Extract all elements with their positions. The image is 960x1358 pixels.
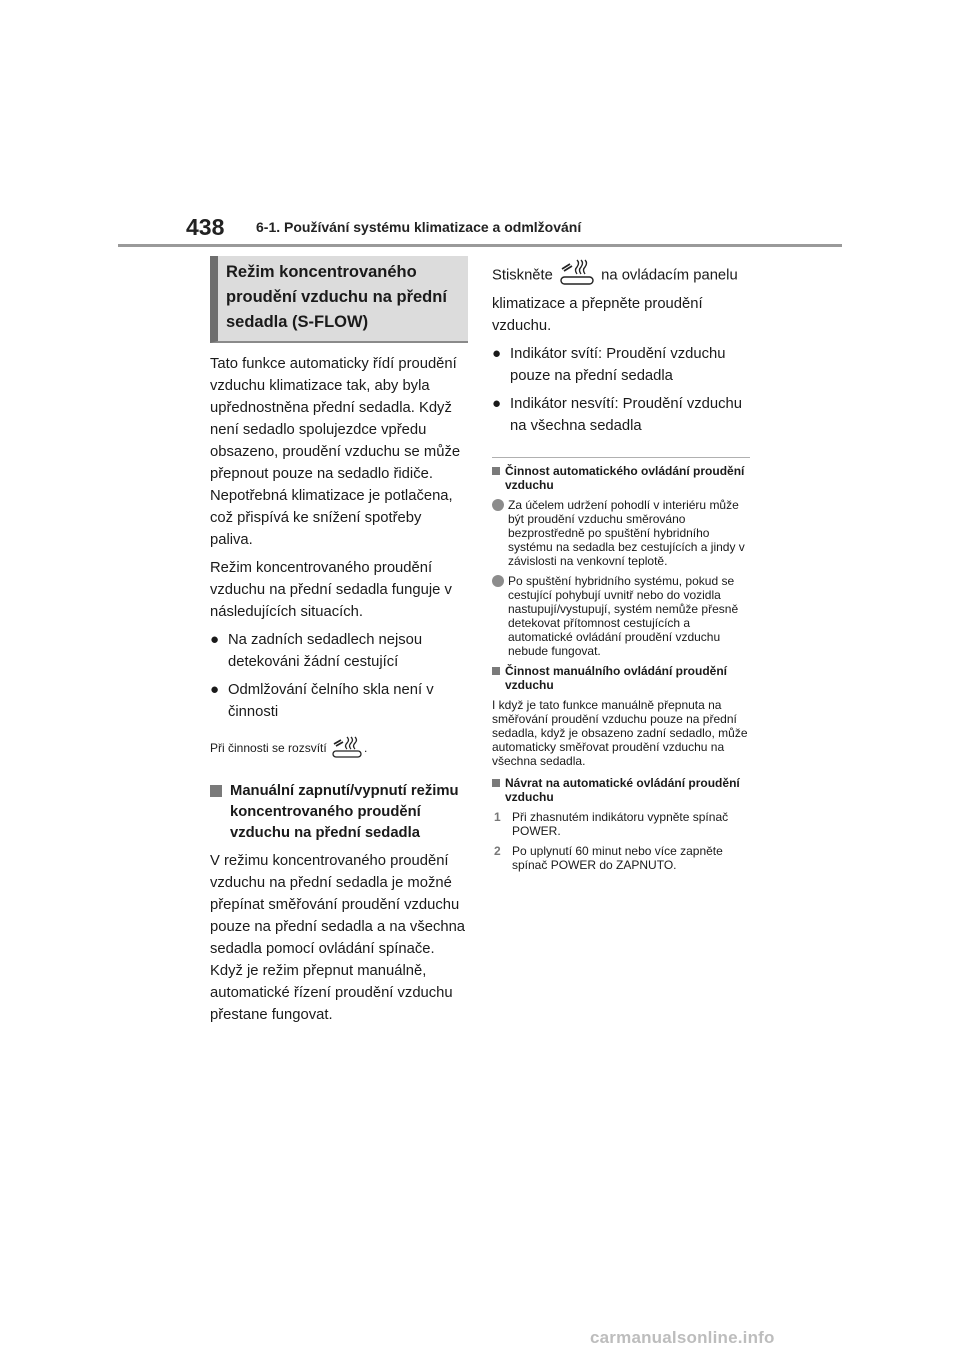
manual-notes-heading-text: Činnost manuálního ovládání proudění vzduchu [505,664,728,692]
chapter-title: 6-1. Používání systému klimatizace a odmlžování [256,219,582,235]
manual-paragraph: V režimu koncentrovaného proudění vzduchu na přední sedadla je možné přepínat směřování proudění vzduchu pouze na přední sedadla a na všechna sedadla pomocí ovládání spínače. Když je režim přepnut manuálně, automatické řízení proudění vzduchu přestane fungovat. [210,853,466,1023]
bullet-icon: ● [492,345,502,362]
icon-note-text: Při činnosti se rozsvítí [210,741,327,756]
step-text: Při zhasnutém indikátoru vypněte spínač POWER. [512,810,729,838]
press-instruction [492,258,752,337]
s-flow-button-icon [557,258,597,293]
mode-paragraph: Režim koncentrovaného proudění vzduchu na přední sedadla funguje v následujících situacích. [210,560,452,620]
indicator-text: Indikátor svítí: Proudění vzduchu pouze na přední sedadla [510,346,726,384]
auto-heading-text: Činnost automatického ovládání proudění vzduchu [505,464,745,492]
circle-bullet-icon [492,575,504,587]
manual-subheading [210,781,470,844]
page-number: 438 [186,214,225,240]
return-heading-text: Návrat na automatické ovládání proudění vzduchu [505,776,740,804]
circle-bullet-icon [492,499,504,511]
intro-paragraph: Tato funkce automaticky řídí proudění vzduchu klimatizace tak, aby byla upřednostněna přední sedadla. Když není sedadlo spolujezdce vpředu obsazeno, proudění vzduchu se může přepnout pouze na sedadlo řidiče. Nepotřebná klimatizace je potlačena, což přispívá ke snížení spotřeby paliva. [210,356,461,548]
condition-item [210,629,470,673]
auto-note-text: Za účelem udržení pohodlí v interiéru může být proudění vzduchu směrováno bezprostředně po spuštění hybridního systému na sedadla bez cestujících a jindy v závislosti na venkovní teplotě. [508,498,745,568]
auto-note-item [492,498,752,568]
square-marker-icon [492,779,500,787]
header-divider [118,244,842,247]
section-title-box [210,256,468,343]
condition-text: Na zadních sedadlech nejsou detekováni žádní cestující [228,632,423,670]
indicator-item [492,343,752,387]
step-number: 1 [494,810,501,824]
auto-heading [492,464,752,492]
bullet-icon: ● [210,631,220,648]
step-number: 2 [494,844,501,858]
square-marker-icon [210,785,222,797]
press-prefix: Stiskněte [492,267,553,284]
icon-note [210,735,470,763]
watermark: carmanualsonline.info [590,1328,775,1347]
return-heading [492,776,752,804]
bullet-icon: ● [210,681,220,698]
auto-note-item [492,574,752,658]
indicator-item [492,393,752,437]
manual-heading-text: Manuální zapnutí/vypnutí režimu koncentrovaného proudění vzduchu na přední sedadla [230,783,459,841]
square-marker-icon [492,667,500,675]
left-column [210,256,470,1026]
auto-note-text: Po spuštění hybridního systému, pokud se cestující pohybují uvnitř nebo do vozidla nastupují/vystupují, systém nemůže přesně detekovat přítomnost cestujících a automatické ovládání proudění vzduchu nebude fungovat. [508,574,739,658]
press-suffix: na ovládacím panelu klimatizace a přepněte proudění vzduchu. [492,267,738,334]
bullet-icon: ● [492,395,502,412]
return-step [492,844,752,872]
notes-divider [492,457,750,458]
s-flow-icon [330,735,364,763]
section-title: Režim koncentrovaného proudění vzduchu na přední sedadla (S-FLOW) [226,263,447,331]
return-step [492,810,752,838]
condition-item [210,679,470,723]
indicator-text: Indikátor nesvítí: Proudění vzduchu na všechna sedadla [510,396,742,434]
manual-notes-heading [492,664,752,692]
right-column [492,258,752,872]
square-marker-icon [492,467,500,475]
manual-notes-text: I když je tato funkce manuálně přepnuta na směřování proudění vzduchu pouze na přední sedadla, když je obsazeno zadní sedadlo, může automaticky směřovat proudění vzduchu na všechna sedadla. [492,698,748,768]
condition-text: Odmlžování čelního skla není v činnosti [228,682,434,720]
icon-note-end: . [364,741,368,756]
step-text: Po uplynutí 60 minut nebo více zapněte spínač POWER do ZAPNUTO. [512,844,723,872]
